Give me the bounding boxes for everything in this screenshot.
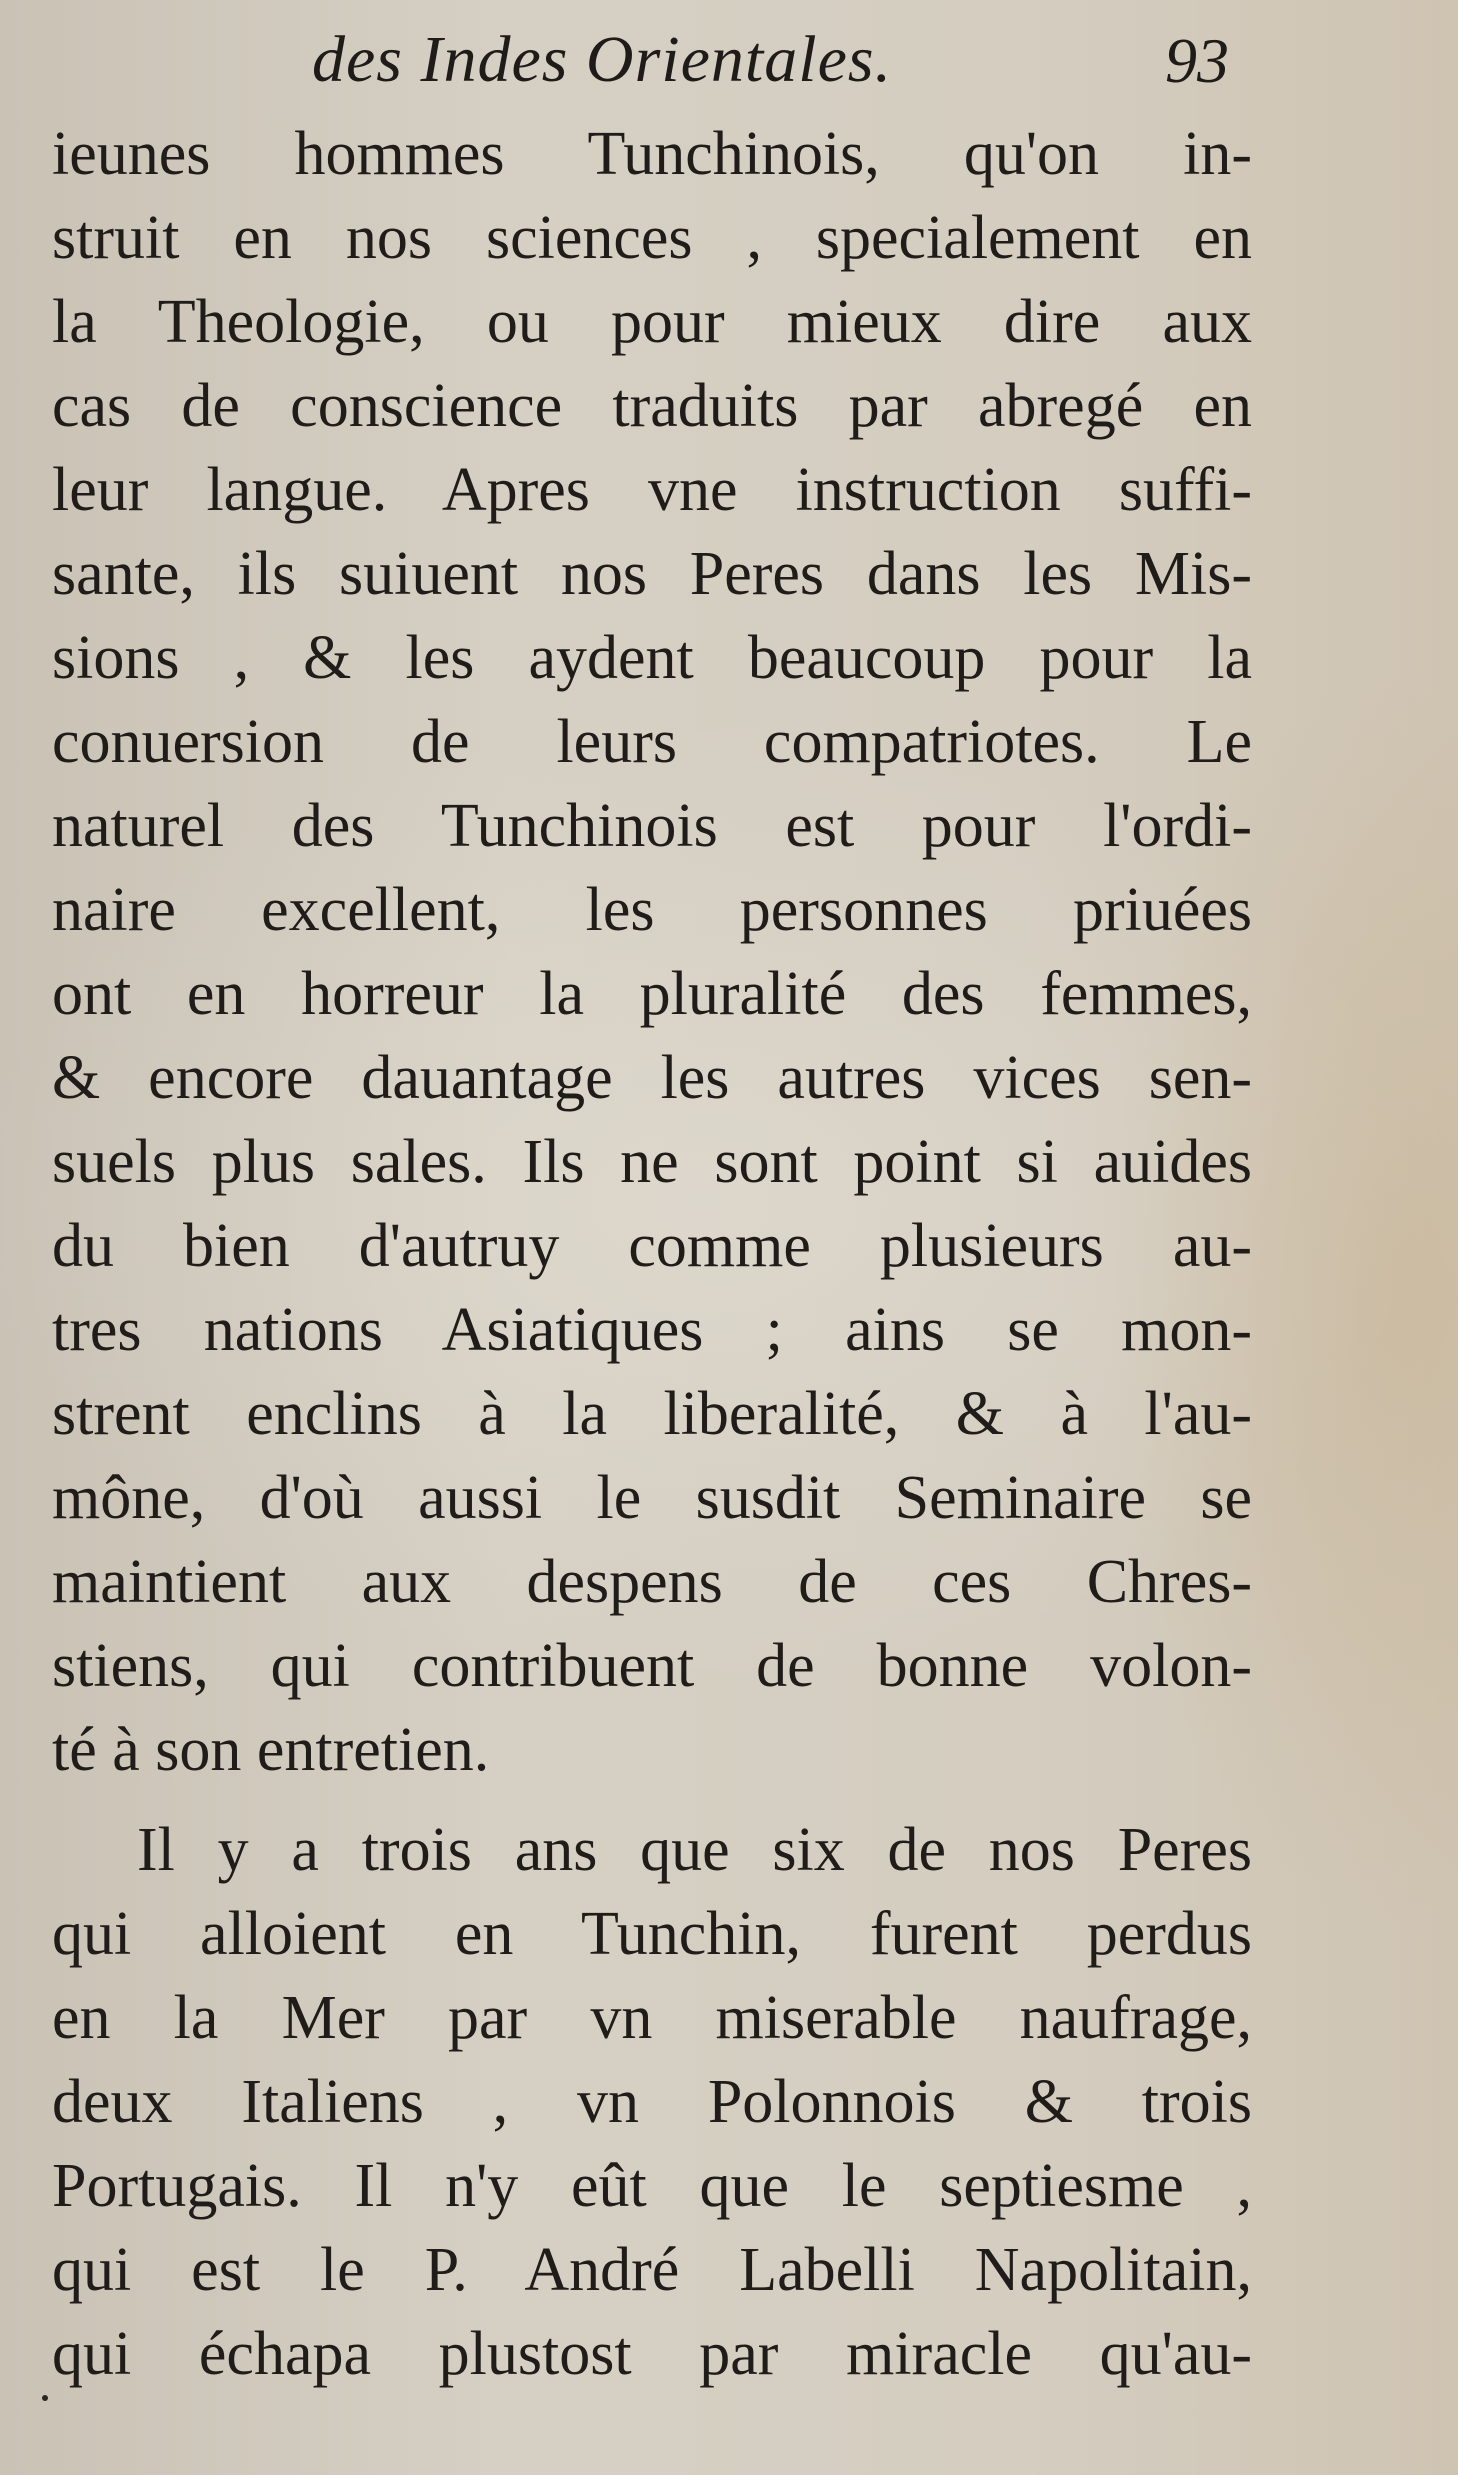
text-line: ieunes hommes Tunchinois, qu'on in- bbox=[52, 120, 1252, 188]
text-line: Portugais. Il n'y eût que le septiesme , bbox=[52, 2152, 1252, 2220]
text-line: conuersion de leurs compatriotes. Le bbox=[52, 708, 1252, 776]
text-line: naturel des Tunchinois est pour l'ordi- bbox=[52, 792, 1252, 860]
text-line: té à son entretien. bbox=[52, 1716, 490, 1784]
running-title: des Indes Orientales. bbox=[312, 23, 893, 96]
ink-speck bbox=[42, 2395, 48, 2401]
text-line: cas de conscience traduits par abregé en bbox=[52, 372, 1252, 440]
text-line: qui est le P. André Labelli Napolitain, bbox=[52, 2236, 1252, 2304]
text-line: tres nations Asiatiques ; ains se mon- bbox=[52, 1296, 1252, 1364]
page-number: 93 bbox=[1165, 25, 1229, 96]
text-line: qui échapa plustost par miracle qu'au- bbox=[52, 2320, 1252, 2388]
text-line: mône, d'où aussi le susdit Seminaire se bbox=[52, 1464, 1252, 1532]
text-line: en la Mer par vn miserable naufrage, bbox=[52, 1984, 1252, 2052]
text-line: deux Italiens , vn Polonnois & trois bbox=[52, 2068, 1252, 2136]
page-header bbox=[0, 22, 1458, 112]
text-line: leur langue. Apres vne instruction suffi- bbox=[52, 456, 1252, 524]
text-line: struit en nos sciences , specialement en bbox=[52, 204, 1252, 272]
text-line: suels plus sales. Ils ne sont point si auides bbox=[52, 1128, 1252, 1196]
text-line: naire excellent, les personnes priuées bbox=[52, 876, 1252, 944]
text-line: du bien d'autruy comme plusieurs au- bbox=[52, 1212, 1252, 1280]
text-line: ont en horreur la pluralité des femmes, bbox=[52, 960, 1252, 1028]
text-line: maintient aux despens de ces Chres- bbox=[52, 1548, 1252, 1616]
text-line: stiens, qui contribuent de bonne volon- bbox=[52, 1632, 1252, 1700]
body-text bbox=[52, 112, 1252, 2396]
text-line: strent enclins à la liberalité, & à l'au- bbox=[52, 1380, 1252, 1448]
text-line: & encore dauantage les autres vices sen- bbox=[52, 1044, 1252, 1112]
text-line: Il y a trois ans que six de nos Peres bbox=[137, 1816, 1252, 1884]
paragraph-gap bbox=[52, 1792, 1252, 1808]
text-line: sante, ils suiuent nos Peres dans les Mis- bbox=[52, 540, 1252, 608]
text-line: la Theologie, ou pour mieux dire aux bbox=[52, 288, 1252, 356]
text-line: qui alloient en Tunchin, furent perdus bbox=[52, 1900, 1252, 1968]
text-line: sions , & les aydent beaucoup pour la bbox=[52, 624, 1252, 692]
